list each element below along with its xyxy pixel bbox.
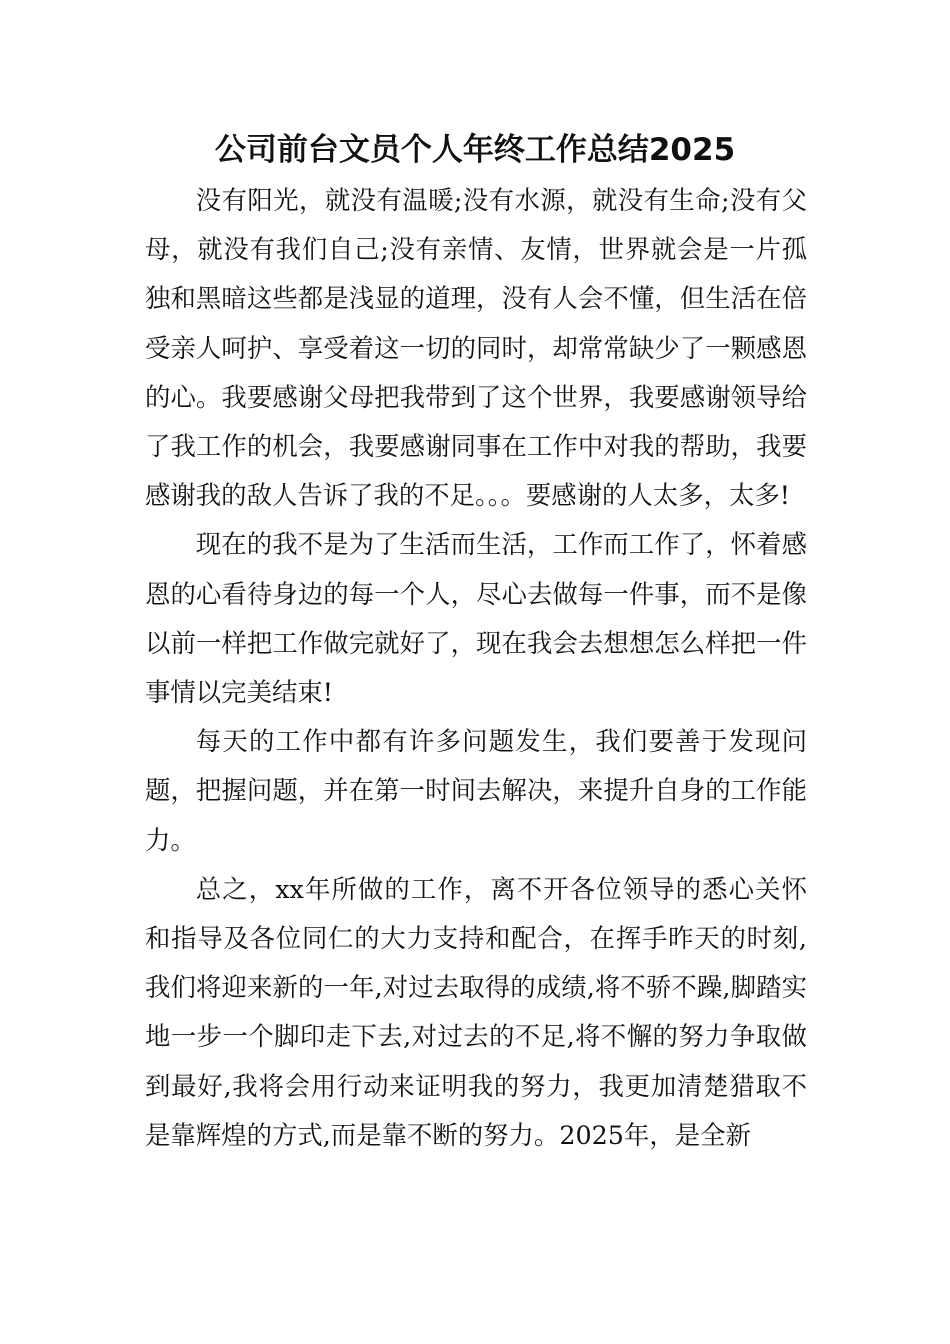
paragraph-2: 现在的我不是为了生活而生活，工作而工作了，怀着感恩的心看待身边的每一个人，尽心去做每一件事，而不是像以前一样把工作做完就好了，现在我会去想想怎么样把一件事情以完美结束!: [145, 529, 807, 708]
document-body: [145, 176, 807, 1160]
paragraph-1: 没有阳光，就没有温暖;没有水源，就没有生命;没有父母，就没有我们自己;没有亲情、友情，世界就会是一片孤独和黑暗这些都是浅显的道理，没有人会不懂，但生活在倍受亲人呵护、享受着这一切的同时，却常常缺少了一颗感恩的心。我要感谢父母把我带到了这个世界，我要感谢领导给了我工作的机会，我要感谢同事在工作中对我的帮助，我要感谢我的敌人告诉了我的不足。。。要感谢的人太多，太多!: [145, 185, 807, 511]
document-title: 公司前台文员个人年终工作总结2025: [214, 132, 736, 168]
paragraph-4: 总之，xx年所做的工作，离不开各位领导的悉心关怀和指导及各位同仁的大力支持和配合，在挥手昨天的时刻,我们将迎来新的一年,对过去取得的成绩,将不骄不躁,脚踏实地一步一个脚印走下去,对过去的不足,将不懈的努力争取做到最好,我将会用行动来证明我的努力，我更加清楚猎取不是靠辉煌的方式,而是靠不断的努力。2025年，是全新: [145, 873, 807, 1150]
paragraph-3: 每天的工作中都有许多问题发生，我们要善于发现问题，把握问题，并在第一时间去解决，来提升自身的工作能力。: [145, 726, 807, 855]
